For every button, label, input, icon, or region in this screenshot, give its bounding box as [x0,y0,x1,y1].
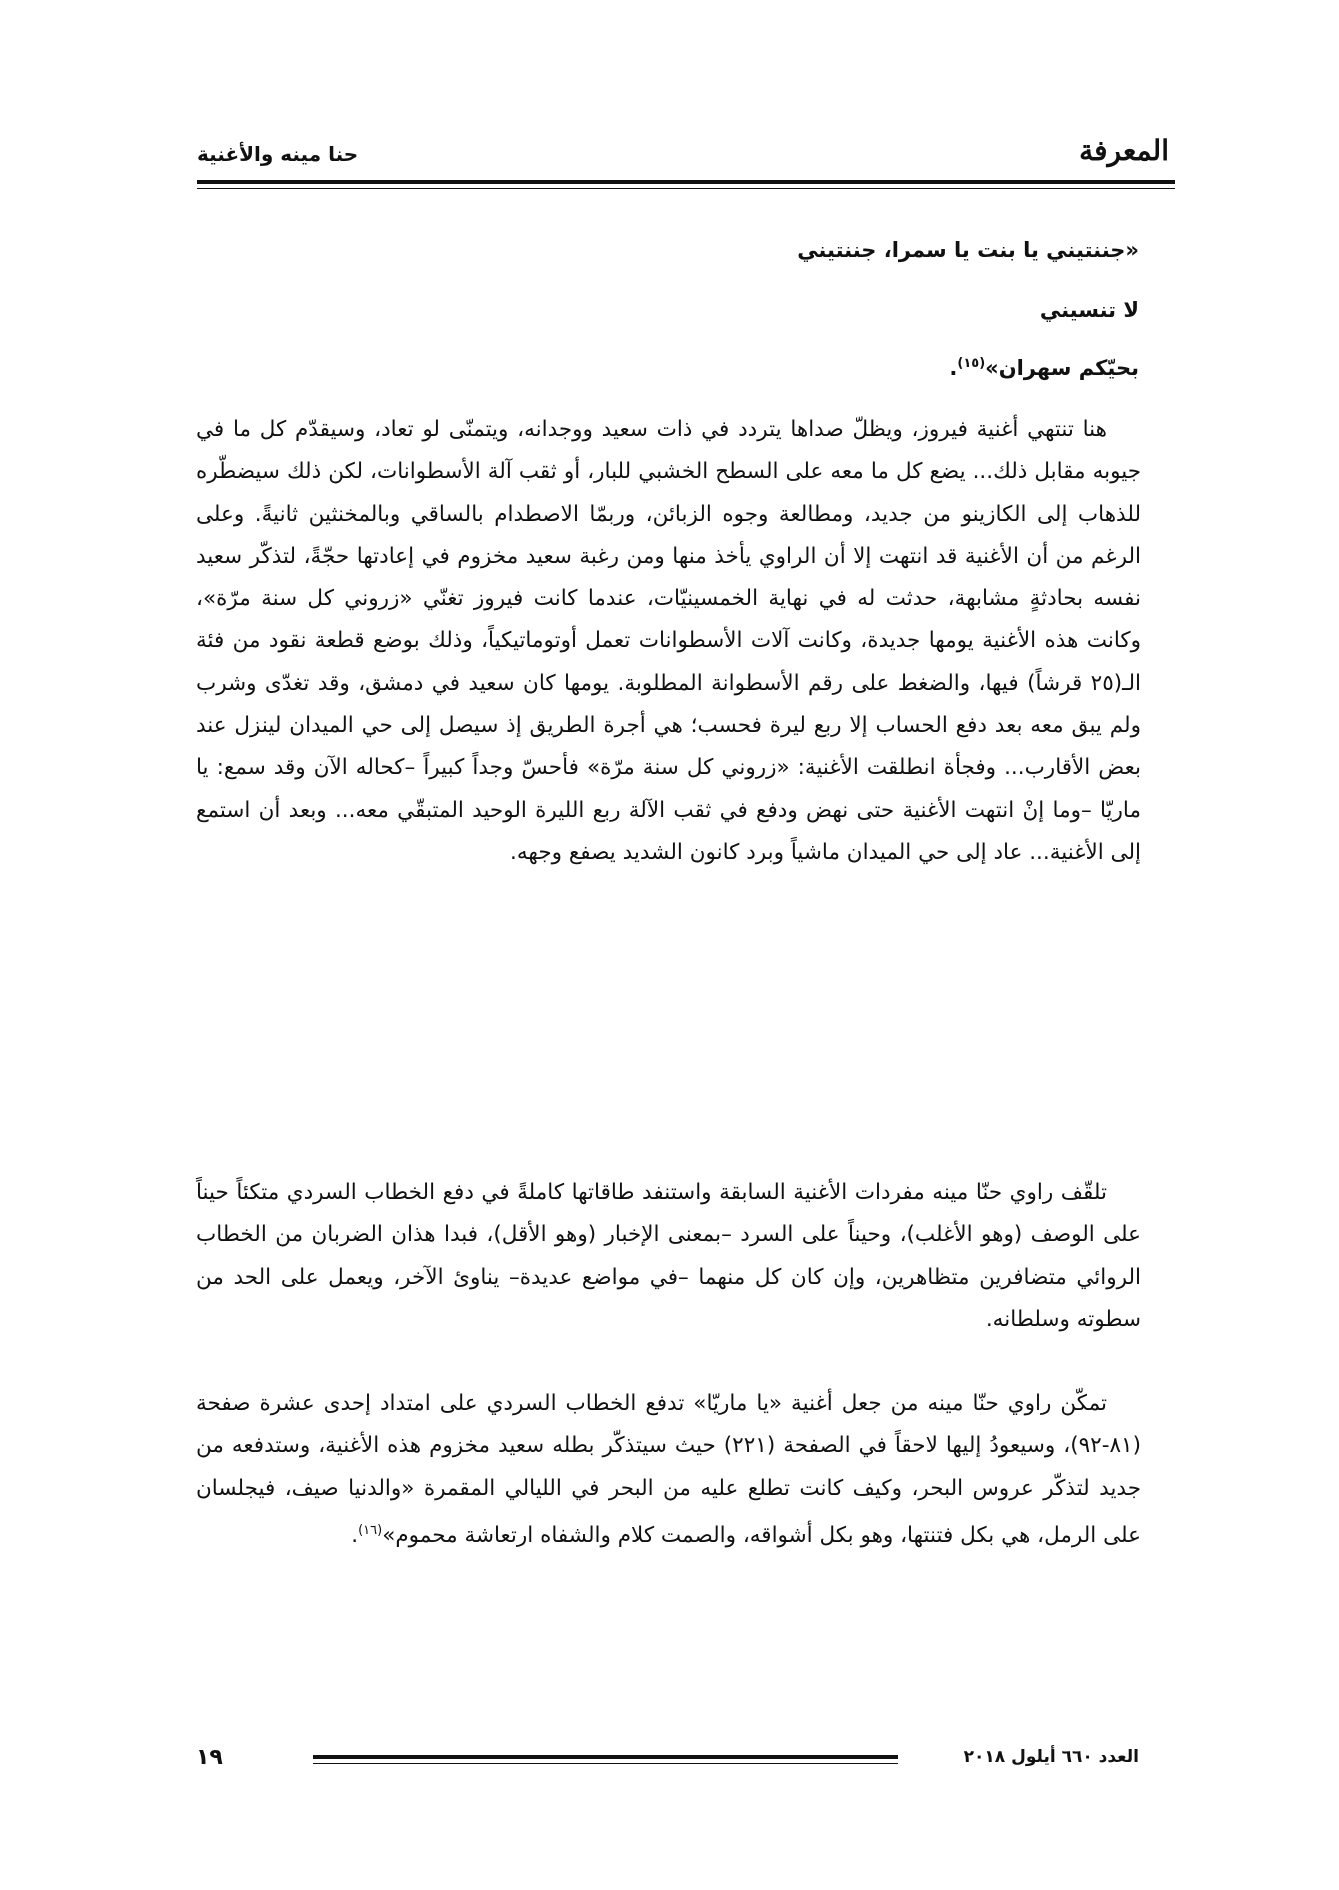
paragraph-3 [196,1383,1141,1557]
paragraph-2-text: تلقّف راوي حنّا مينه مفردات الأغنية السابقة واستنفد طاقاتها كاملةً في دفع الخطاب السردي متكئاً حيناً على الوصف (وهو الأغلب)، وحيناً على السرد –بمعنى الإخبار (وهو الأقل)، فبدا هذان الضربان من الخطاب الروائي متضافرين متظاهرين، وإن كان كل منهما –في مواضع عديدة– يناوئ الآخر، ويعمل على الحد من سطوته وسلطانه. [196,1180,1141,1332]
running-title: حنا مينه والأغنية [197,142,359,166]
header-rule-thick [197,180,1175,184]
verse-line-3-text: بحيّكم سهران» [985,356,1139,380]
paragraph-2 [196,1172,1141,1341]
verse-line-3-end: . [949,356,958,380]
page-number: ١٩ [196,1745,223,1770]
paragraph-3-end: . [351,1523,359,1549]
journal-logo: المعرفة [1079,134,1169,167]
footer-rule-thin [313,1763,898,1764]
paragraph-3-body: تمكّن راوي حنّا مينه من جعل أغنية «يا ماريّا» تدفع الخطاب السردي على امتداد إحدى عشرة صفحة (٨١-٩٢)، وسيعودُ إليها لاحقاً في الصفحة (٢٢١) حيث سيتذكّر بطله سعيد مخزوم هذه الأغنية، وستدفعه من جديد لتذكّر عروس البحر، وكيف كانت تطلع عليه من البحر في الليالي المقمرة «والدنيا صيف، فيجلسان على الرمل، هي بكل فتنتها، وهو بكل أشواقه، والصمت كلام والشفاه ارتعاشة محموم» [196,1391,1141,1549]
header-rule-thin [197,188,1175,189]
paragraph-3-text [196,1383,1141,1557]
footer-rule-thick [313,1755,898,1759]
verse-line-3 [949,356,1139,380]
issue-info: العدد ٦٦٠ أيلول ٢٠١٨ [963,1747,1139,1767]
footnote-ref-15: (١٥) [957,356,986,371]
paragraph-1-text: هنا تنتهي أغنية فيروز، ويظلّ صداها يتردد في ذات سعيد ووجدانه، ويتمنّى لو تعاد، وسيقدّم كل ما في جيوبه مقابل ذلك... يضع كل ما معه على السطح الخشبي للبار، أو ثقب آلة الأسطوانات، لكن ذلك سيضطّره للذهاب إلى الكازينو من جديد، ومطالعة وجوه الزبائن، وربمّا الاصطدام بالساقي وبالمخنثين ثانيةً. وعلى الرغم من أن الأغنية قد انتهت إلا أن الراوي يأخذ منها ومن رغبة سعيد مخزوم في إعادتها حجّةً، لتذكّر سعيد نفسه بحادثةٍ مشابهة، حدثت له في نهاية الخمسينيّات، عندما كانت فيروز تغنّي «زروني كل سنة مرّة»، وكانت هذه الأغنية يومها جديدة، وكانت آلات الأسطوانات تعمل أوتوماتيكياً، وذلك بوضع قطعة نقود من فئة الـ(٢٥ قرشاً) فيها، والضغط على رقم الأسطوانة المطلوبة. يومها كان سعيد في دمشق، وقد تغدّى وشرب ولم يبق معه بعد دفع الحساب إلا ربع ليرة فحسب؛ هي أجرة الطريق إذ سيصل إلى حي الميدان لينزل عند بعض الأقارب... وفجأة انطلقت الأغنية: «زروني كل سنة مرّة» فأحسّ وجداً كبيراً –كحاله الآن وقد سمع: يا ماريّا –وما إنْ انتهت الأغنية حتى نهض ودفع في ثقب الآلة ربع الليرة الوحيد المتبقّي معه... وبعد أن استمع إلى الأغنية... عاد إلى حي الميدان ماشياً وبرد كانون الشديد يصفع وجهه. [196,417,1141,865]
verse-line-2: لا تنسيني [1039,298,1139,322]
paragraph-1 [196,409,1141,874]
footnote-ref-16: (١٦) [358,1522,383,1538]
verse-line-1: «جننتيني يا بنت يا سمرا، جننتيني [797,238,1139,262]
